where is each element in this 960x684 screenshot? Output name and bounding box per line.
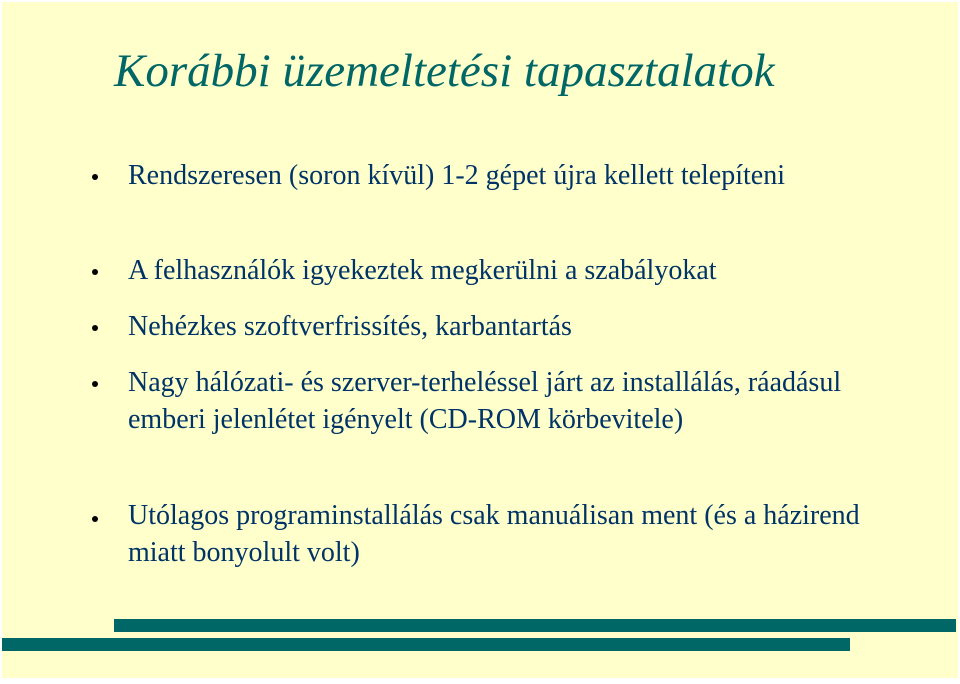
- bullet-dot-icon: [92, 269, 98, 275]
- bullet-text: Utólagos programinstallálás csak manuálisan ment (és a házirend miatt bonyolult volt): [128, 500, 860, 568]
- accent-bar-bottom: [2, 638, 850, 651]
- bullet-text: Nehézkes szoftverfrissítés, karbantartás: [128, 311, 572, 342]
- bullet-dot-icon: [92, 516, 98, 522]
- slide-title: Korábbi üzemeltetési tapasztalatok: [114, 45, 775, 97]
- bullet-text: Rendszeresen (soron kívül) 1-2 gépet újra kellett telepíteni: [128, 160, 786, 191]
- bullet-text: A felhasználók igyekeztek megkerülni a szabályokat: [128, 255, 717, 286]
- accent-bar-top: [114, 619, 956, 632]
- bullet-dot-icon: [92, 325, 98, 331]
- slide: [2, 2, 958, 678]
- bullet-dot-icon: [92, 174, 98, 180]
- bullet-dot-icon: [92, 381, 98, 387]
- bullet-text: Nagy hálózati- és szerver-terheléssel járt az installálás, ráadásul emberi jelenlétet igényelt (CD-ROM körbevitele): [128, 367, 842, 435]
